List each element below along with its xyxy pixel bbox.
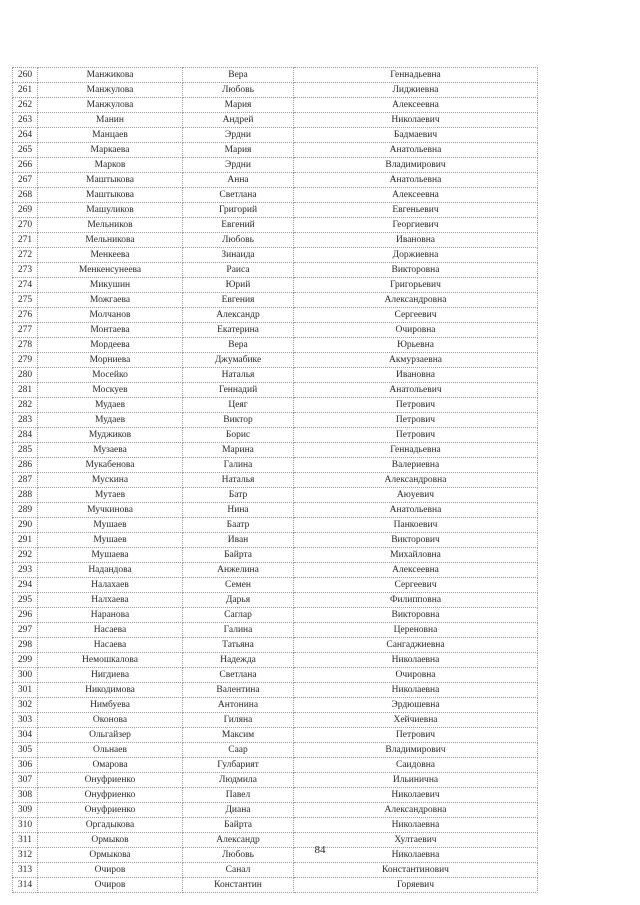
- row-number-cell: 286: [13, 458, 38, 473]
- row-number-cell: 269: [13, 203, 38, 218]
- table-row: [13, 83, 538, 98]
- first-name-cell: Дарья: [183, 593, 294, 608]
- patronymic-cell: Алексеевна: [294, 188, 538, 203]
- first-name-cell: Екатерина: [183, 323, 294, 338]
- table-row: [13, 308, 538, 323]
- patronymic-cell: Александровна: [294, 803, 538, 818]
- table-row: [13, 323, 538, 338]
- last-name-cell: Музаева: [38, 443, 183, 458]
- table-row: [13, 158, 538, 173]
- last-name-cell: Мукабенова: [38, 458, 183, 473]
- patronymic-cell: Аюуевич: [294, 488, 538, 503]
- last-name-cell: Молчанов: [38, 308, 183, 323]
- row-number-cell: 272: [13, 248, 38, 263]
- patronymic-cell: Анатольевна: [294, 503, 538, 518]
- last-name-cell: Москуев: [38, 383, 183, 398]
- first-name-cell: Геннадий: [183, 383, 294, 398]
- patronymic-cell: Николаевна: [294, 848, 538, 863]
- patronymic-cell: Николаевна: [294, 683, 538, 698]
- patronymic-cell: Саидовна: [294, 758, 538, 773]
- first-name-cell: Григорий: [183, 203, 294, 218]
- name-table: [12, 67, 538, 893]
- first-name-cell: Зинаида: [183, 248, 294, 263]
- first-name-cell: Александр: [183, 308, 294, 323]
- last-name-cell: Менкеева: [38, 248, 183, 263]
- row-number-cell: 279: [13, 353, 38, 368]
- row-number-cell: 275: [13, 293, 38, 308]
- row-number-cell: 267: [13, 173, 38, 188]
- first-name-cell: Джумабике: [183, 353, 294, 368]
- first-name-cell: Батр: [183, 488, 294, 503]
- table-row: [13, 683, 538, 698]
- last-name-cell: Мудаев: [38, 413, 183, 428]
- table-row: [13, 818, 538, 833]
- first-name-cell: Любовь: [183, 848, 294, 863]
- patronymic-cell: Акмурзаевна: [294, 353, 538, 368]
- last-name-cell: Онуфриенко: [38, 788, 183, 803]
- first-name-cell: Иван: [183, 533, 294, 548]
- last-name-cell: Маштыкова: [38, 188, 183, 203]
- row-number-cell: 264: [13, 128, 38, 143]
- last-name-cell: Машуликов: [38, 203, 183, 218]
- last-name-cell: Мутаев: [38, 488, 183, 503]
- table-row: [13, 563, 538, 578]
- first-name-cell: Цеяг: [183, 398, 294, 413]
- last-name-cell: Мучкинова: [38, 503, 183, 518]
- last-name-cell: Ормыков: [38, 833, 183, 848]
- table-row: [13, 383, 538, 398]
- table-row: [13, 338, 538, 353]
- row-number-cell: 290: [13, 518, 38, 533]
- table-row: [13, 68, 538, 83]
- first-name-cell: Евгений: [183, 218, 294, 233]
- last-name-cell: Онуфриенко: [38, 773, 183, 788]
- first-name-cell: Эрдни: [183, 128, 294, 143]
- table-row: [13, 713, 538, 728]
- last-name-cell: Оргадыкова: [38, 818, 183, 833]
- last-name-cell: Морниева: [38, 353, 183, 368]
- last-name-cell: Онуфриенко: [38, 803, 183, 818]
- row-number-cell: 298: [13, 638, 38, 653]
- row-number-cell: 277: [13, 323, 38, 338]
- first-name-cell: Анна: [183, 173, 294, 188]
- last-name-cell: Очиров: [38, 863, 183, 878]
- last-name-cell: Нигдиева: [38, 668, 183, 683]
- table-row: [13, 728, 538, 743]
- table-row: [13, 413, 538, 428]
- row-number-cell: 266: [13, 158, 38, 173]
- row-number-cell: 304: [13, 728, 38, 743]
- page-number: 84: [314, 844, 326, 856]
- first-name-cell: Анжелина: [183, 563, 294, 578]
- row-number-cell: 260: [13, 68, 38, 83]
- last-name-cell: Мельников: [38, 218, 183, 233]
- patronymic-cell: Хейчиевна: [294, 713, 538, 728]
- table-row: [13, 113, 538, 128]
- table-row: [13, 803, 538, 818]
- last-name-cell: Ольгайзер: [38, 728, 183, 743]
- table-row: [13, 548, 538, 563]
- first-name-cell: Саар: [183, 743, 294, 758]
- patronymic-cell: Александровна: [294, 473, 538, 488]
- first-name-cell: Наталья: [183, 368, 294, 383]
- patronymic-cell: Филипповна: [294, 593, 538, 608]
- patronymic-cell: Петрович: [294, 728, 538, 743]
- row-number-cell: 268: [13, 188, 38, 203]
- last-name-cell: Мельникова: [38, 233, 183, 248]
- first-name-cell: Надежда: [183, 653, 294, 668]
- patronymic-cell: Константинович: [294, 863, 538, 878]
- last-name-cell: Надандова: [38, 563, 183, 578]
- table-row: [13, 518, 538, 533]
- patronymic-cell: Геннадьевна: [294, 68, 538, 83]
- first-name-cell: Галина: [183, 623, 294, 638]
- table-row: [13, 218, 538, 233]
- patronymic-cell: Викторовна: [294, 608, 538, 623]
- first-name-cell: Гулбарият: [183, 758, 294, 773]
- row-number-cell: 295: [13, 593, 38, 608]
- patronymic-cell: Лиджиевна: [294, 83, 538, 98]
- table-row: [13, 398, 538, 413]
- row-number-cell: 307: [13, 773, 38, 788]
- last-name-cell: Мудаев: [38, 398, 183, 413]
- patronymic-cell: Горяевич: [294, 878, 538, 893]
- first-name-cell: Гиляна: [183, 713, 294, 728]
- table-row: [13, 638, 538, 653]
- first-name-cell: Нина: [183, 503, 294, 518]
- table-row: [13, 278, 538, 293]
- patronymic-cell: Владимирович: [294, 743, 538, 758]
- row-number-cell: 291: [13, 533, 38, 548]
- row-number-cell: 297: [13, 623, 38, 638]
- patronymic-cell: Юрьевна: [294, 338, 538, 353]
- patronymic-cell: Эрдюшевна: [294, 698, 538, 713]
- last-name-cell: Мушаев: [38, 518, 183, 533]
- row-number-cell: 301: [13, 683, 38, 698]
- row-number-cell: 273: [13, 263, 38, 278]
- row-number-cell: 303: [13, 713, 38, 728]
- patronymic-cell: Очировна: [294, 668, 538, 683]
- patronymic-cell: Хултаевич: [294, 833, 538, 848]
- patronymic-cell: Михайловна: [294, 548, 538, 563]
- last-name-cell: Налхаева: [38, 593, 183, 608]
- patronymic-cell: Ильинична: [294, 773, 538, 788]
- first-name-cell: Наталья: [183, 473, 294, 488]
- first-name-cell: Александр: [183, 833, 294, 848]
- row-number-cell: 312: [13, 848, 38, 863]
- table-row: [13, 203, 538, 218]
- table-row: [13, 578, 538, 593]
- table-row: [13, 353, 538, 368]
- first-name-cell: Семен: [183, 578, 294, 593]
- row-number-cell: 276: [13, 308, 38, 323]
- last-name-cell: Манин: [38, 113, 183, 128]
- row-number-cell: 261: [13, 83, 38, 98]
- table-row: [13, 623, 538, 638]
- last-name-cell: Мускина: [38, 473, 183, 488]
- row-number-cell: 270: [13, 218, 38, 233]
- patronymic-cell: Анатольевна: [294, 173, 538, 188]
- patronymic-cell: Николаевич: [294, 113, 538, 128]
- first-name-cell: Диана: [183, 803, 294, 818]
- row-number-cell: 311: [13, 833, 38, 848]
- last-name-cell: Манжулова: [38, 83, 183, 98]
- last-name-cell: Мушаев: [38, 533, 183, 548]
- row-number-cell: 306: [13, 758, 38, 773]
- last-name-cell: Монтаева: [38, 323, 183, 338]
- row-number-cell: 284: [13, 428, 38, 443]
- first-name-cell: Баатр: [183, 518, 294, 533]
- table-row: [13, 473, 538, 488]
- table-row: [13, 488, 538, 503]
- row-number-cell: 294: [13, 578, 38, 593]
- last-name-cell: Насаева: [38, 623, 183, 638]
- patronymic-cell: Николаевна: [294, 653, 538, 668]
- last-name-cell: Насаева: [38, 638, 183, 653]
- first-name-cell: Юрий: [183, 278, 294, 293]
- last-name-cell: Налахаев: [38, 578, 183, 593]
- table-row: [13, 293, 538, 308]
- first-name-cell: Любовь: [183, 83, 294, 98]
- row-number-cell: 310: [13, 818, 38, 833]
- patronymic-cell: Георгиевич: [294, 218, 538, 233]
- patronymic-cell: Очировна: [294, 323, 538, 338]
- first-name-cell: Санал: [183, 863, 294, 878]
- patronymic-cell: Петрович: [294, 413, 538, 428]
- row-number-cell: 278: [13, 338, 38, 353]
- last-name-cell: Марков: [38, 158, 183, 173]
- table-row: [13, 173, 538, 188]
- table-row: [13, 773, 538, 788]
- table-row: [13, 653, 538, 668]
- row-number-cell: 314: [13, 878, 38, 893]
- table-row: [13, 608, 538, 623]
- first-name-cell: Саглар: [183, 608, 294, 623]
- table-row: [13, 263, 538, 278]
- table-row: [13, 743, 538, 758]
- last-name-cell: Ольнаев: [38, 743, 183, 758]
- last-name-cell: Менкенсунеева: [38, 263, 183, 278]
- table-row: [13, 533, 538, 548]
- patronymic-cell: Викторовна: [294, 263, 538, 278]
- patronymic-cell: Викторович: [294, 533, 538, 548]
- row-number-cell: 305: [13, 743, 38, 758]
- table-row: [13, 668, 538, 683]
- row-number-cell: 302: [13, 698, 38, 713]
- last-name-cell: Мушаева: [38, 548, 183, 563]
- last-name-cell: Мосейко: [38, 368, 183, 383]
- last-name-cell: Можгаева: [38, 293, 183, 308]
- patronymic-cell: Валериевна: [294, 458, 538, 473]
- last-name-cell: Омарова: [38, 758, 183, 773]
- first-name-cell: Татьяна: [183, 638, 294, 653]
- first-name-cell: Максим: [183, 728, 294, 743]
- patronymic-cell: Анатольевич: [294, 383, 538, 398]
- row-number-cell: 287: [13, 473, 38, 488]
- row-number-cell: 280: [13, 368, 38, 383]
- patronymic-cell: Панкоевич: [294, 518, 538, 533]
- row-number-cell: 262: [13, 98, 38, 113]
- first-name-cell: Андрей: [183, 113, 294, 128]
- table-row: [13, 143, 538, 158]
- last-name-cell: Маркаева: [38, 143, 183, 158]
- row-number-cell: 296: [13, 608, 38, 623]
- first-name-cell: Виктор: [183, 413, 294, 428]
- patronymic-cell: Сергеевич: [294, 578, 538, 593]
- patronymic-cell: Николаевич: [294, 788, 538, 803]
- patronymic-cell: Николаевна: [294, 818, 538, 833]
- patronymic-cell: Сергеевич: [294, 308, 538, 323]
- first-name-cell: Марина: [183, 443, 294, 458]
- last-name-cell: Мордеева: [38, 338, 183, 353]
- first-name-cell: Байрта: [183, 818, 294, 833]
- first-name-cell: Байрта: [183, 548, 294, 563]
- last-name-cell: Наранова: [38, 608, 183, 623]
- patronymic-cell: Цереновна: [294, 623, 538, 638]
- first-name-cell: Евгения: [183, 293, 294, 308]
- row-number-cell: 263: [13, 113, 38, 128]
- patronymic-cell: Анатольевна: [294, 143, 538, 158]
- first-name-cell: Галина: [183, 458, 294, 473]
- first-name-cell: Светлана: [183, 668, 294, 683]
- first-name-cell: Мария: [183, 98, 294, 113]
- row-number-cell: 274: [13, 278, 38, 293]
- table-row: [13, 788, 538, 803]
- patronymic-cell: Григорьевич: [294, 278, 538, 293]
- patronymic-cell: Петрович: [294, 398, 538, 413]
- first-name-cell: Мария: [183, 143, 294, 158]
- patronymic-cell: Алексеевна: [294, 563, 538, 578]
- table-row: [13, 188, 538, 203]
- row-number-cell: 308: [13, 788, 38, 803]
- patronymic-cell: Бадмаевич: [294, 128, 538, 143]
- patronymic-cell: Александровна: [294, 293, 538, 308]
- last-name-cell: Очиров: [38, 878, 183, 893]
- first-name-cell: Эрдни: [183, 158, 294, 173]
- last-name-cell: Немошкалова: [38, 653, 183, 668]
- table-row: [13, 458, 538, 473]
- table-row: [13, 368, 538, 383]
- row-number-cell: 265: [13, 143, 38, 158]
- first-name-cell: Антонина: [183, 698, 294, 713]
- first-name-cell: Вера: [183, 338, 294, 353]
- patronymic-cell: Ивановна: [294, 368, 538, 383]
- patronymic-cell: Сангаджиевна: [294, 638, 538, 653]
- row-number-cell: 271: [13, 233, 38, 248]
- first-name-cell: Борис: [183, 428, 294, 443]
- table-row: [13, 128, 538, 143]
- row-number-cell: 313: [13, 863, 38, 878]
- last-name-cell: Манжулова: [38, 98, 183, 113]
- last-name-cell: Оконова: [38, 713, 183, 728]
- last-name-cell: Ормыкова: [38, 848, 183, 863]
- last-name-cell: Маштыкова: [38, 173, 183, 188]
- table-row: [13, 98, 538, 113]
- table-row: [13, 503, 538, 518]
- table-row: [13, 758, 538, 773]
- row-number-cell: 285: [13, 443, 38, 458]
- row-number-cell: 283: [13, 413, 38, 428]
- row-number-cell: 293: [13, 563, 38, 578]
- last-name-cell: Манцаев: [38, 128, 183, 143]
- row-number-cell: 288: [13, 488, 38, 503]
- row-number-cell: 282: [13, 398, 38, 413]
- patronymic-cell: Алексеевна: [294, 98, 538, 113]
- table-row: [13, 863, 538, 878]
- last-name-cell: Нимбуева: [38, 698, 183, 713]
- name-table-body: [13, 68, 538, 893]
- first-name-cell: Вера: [183, 68, 294, 83]
- row-number-cell: 299: [13, 653, 38, 668]
- row-number-cell: 292: [13, 548, 38, 563]
- first-name-cell: Павел: [183, 788, 294, 803]
- patronymic-cell: Владимирович: [294, 158, 538, 173]
- first-name-cell: Людмила: [183, 773, 294, 788]
- patronymic-cell: Доржиевна: [294, 248, 538, 263]
- row-number-cell: 289: [13, 503, 38, 518]
- first-name-cell: Константин: [183, 878, 294, 893]
- last-name-cell: Микушин: [38, 278, 183, 293]
- first-name-cell: Любовь: [183, 233, 294, 248]
- first-name-cell: Раиса: [183, 263, 294, 278]
- row-number-cell: 300: [13, 668, 38, 683]
- table-row: [13, 443, 538, 458]
- table-row: [13, 593, 538, 608]
- first-name-cell: Валентина: [183, 683, 294, 698]
- table-row: [13, 248, 538, 263]
- row-number-cell: 281: [13, 383, 38, 398]
- table-row: [13, 878, 538, 893]
- first-name-cell: Светлана: [183, 188, 294, 203]
- patronymic-cell: Петрович: [294, 428, 538, 443]
- patronymic-cell: Ивановна: [294, 233, 538, 248]
- last-name-cell: Манжикова: [38, 68, 183, 83]
- table-row: [13, 428, 538, 443]
- table-row: [13, 698, 538, 713]
- table-row: [13, 233, 538, 248]
- row-number-cell: 309: [13, 803, 38, 818]
- patronymic-cell: Евгеньевич: [294, 203, 538, 218]
- last-name-cell: Никодимова: [38, 683, 183, 698]
- patronymic-cell: Геннадьевна: [294, 443, 538, 458]
- last-name-cell: Муджиков: [38, 428, 183, 443]
